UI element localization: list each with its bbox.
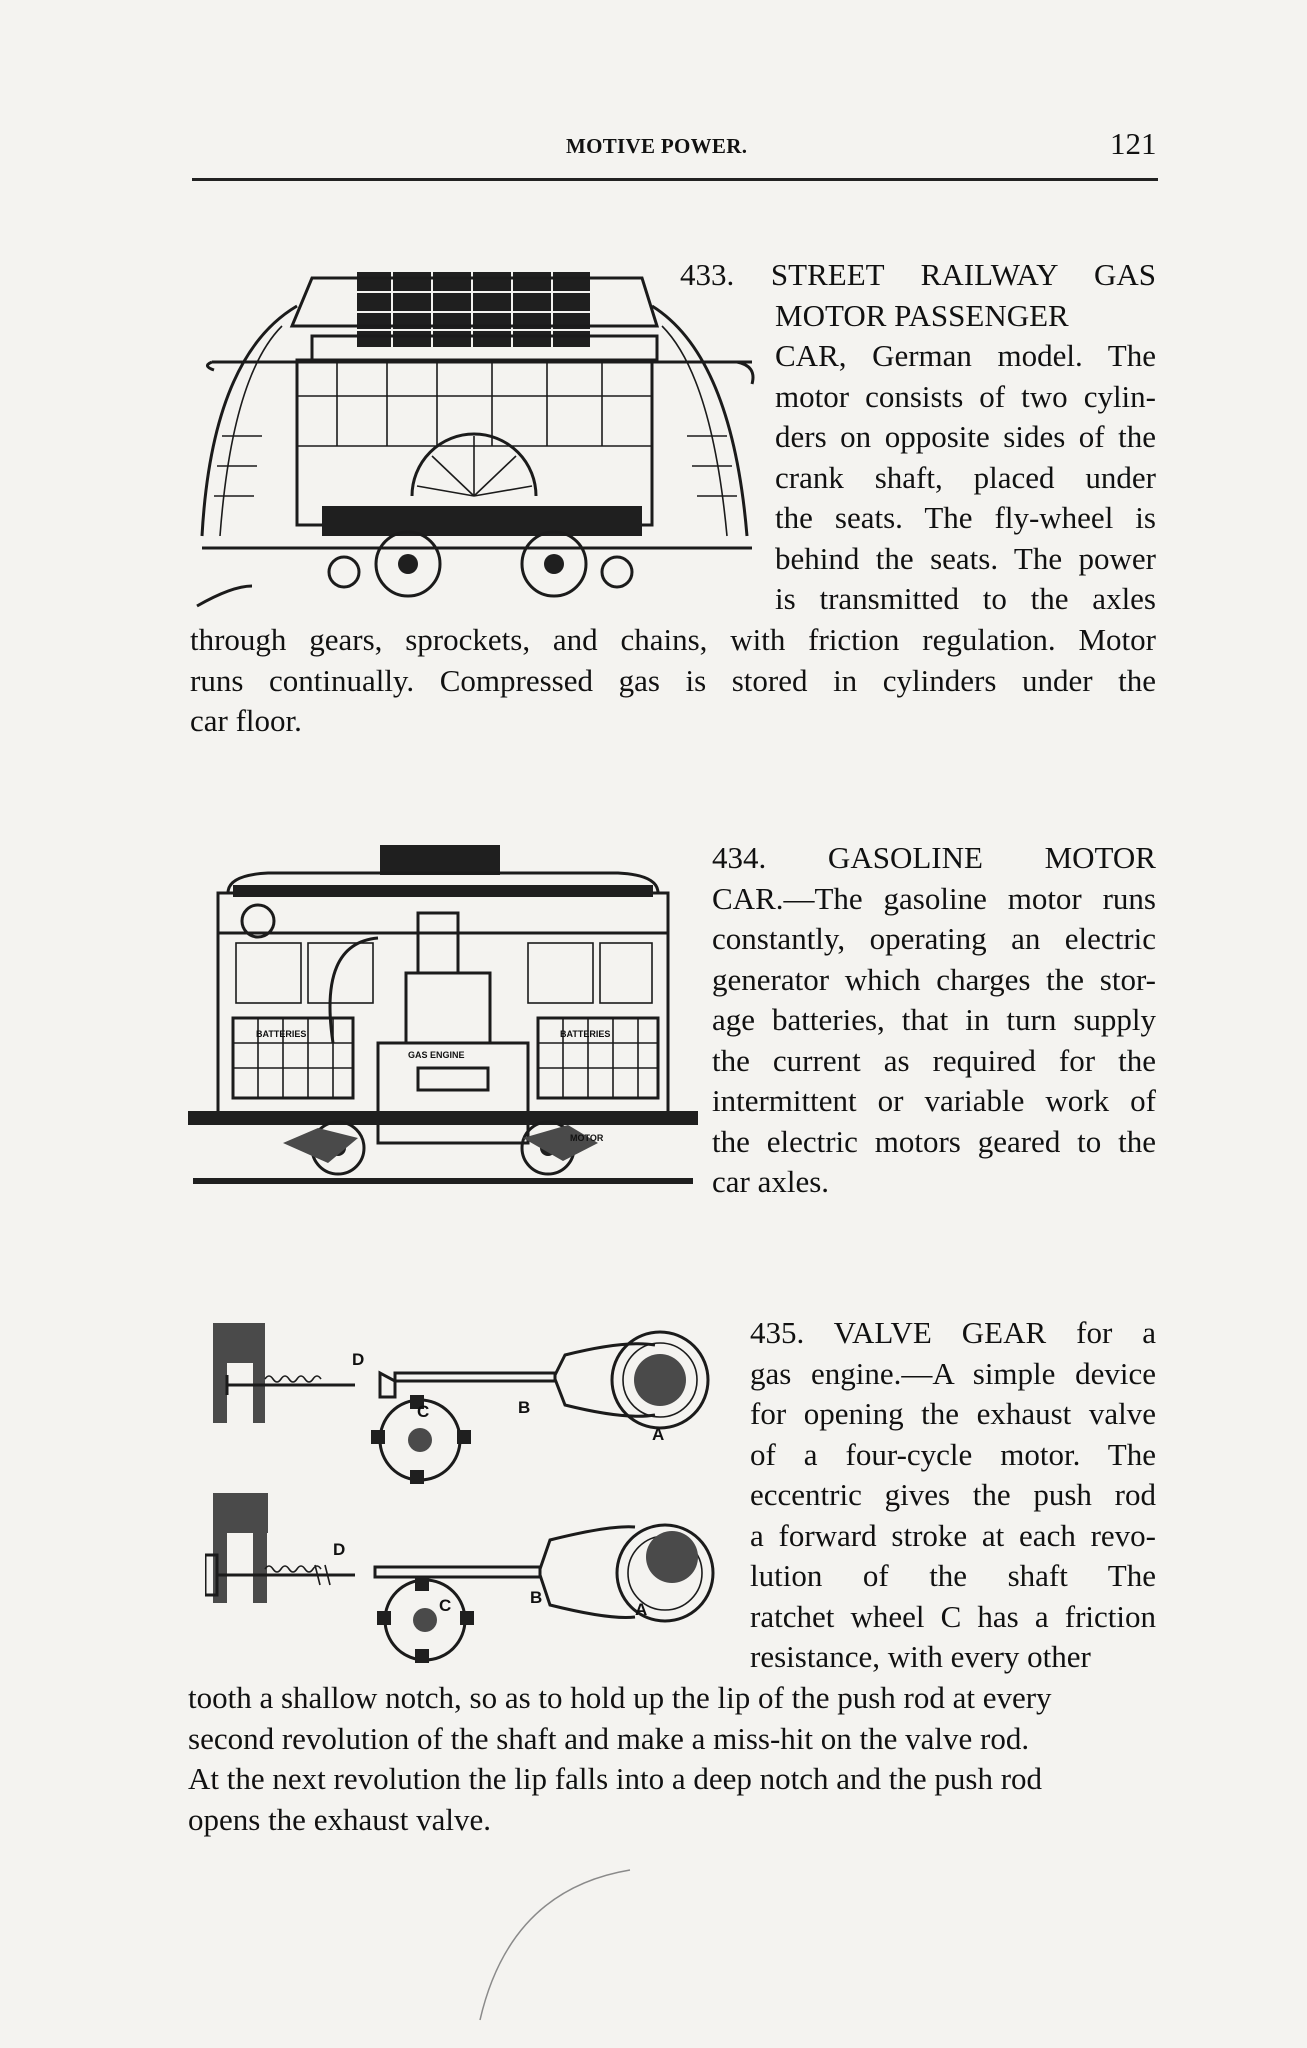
label-batteries-left: BATTERIES	[256, 1029, 307, 1039]
section-435-full-text	[188, 1678, 1156, 1840]
section-434-line: the current as required for the	[712, 1042, 1156, 1078]
section-433-line: ders on opposite sides of the	[775, 419, 1156, 454]
label-top-d: D	[352, 1350, 365, 1369]
section-434-line: 434. GASOLINE MOTOR	[712, 840, 1156, 875]
label-bottom-a: A	[635, 1600, 648, 1619]
section-435-line: gas engine.—A simple device	[750, 1355, 1156, 1391]
figure-street-railway-car	[192, 266, 764, 616]
label-top-b: B	[518, 1398, 531, 1417]
section-433-line: car floor.	[190, 703, 302, 738]
section-433-line: the seats. The fly-wheel is	[775, 500, 1156, 535]
section-433-line: through gears, sprockets, and chains, with friction regulation. Motor	[190, 622, 1156, 657]
section-433-line: runs continually. Compressed gas is stored in cylinders under the	[190, 662, 1156, 698]
section-434-line: the electric motors geared to the	[712, 1123, 1156, 1159]
section-435-line: ratchet wheel C has a friction	[750, 1598, 1156, 1634]
section-435-line: tooth a shallow notch, so as to hold up the lip of the push rod at every	[188, 1680, 1052, 1715]
valve-gear-bottom	[205, 1493, 713, 1663]
section-433-line: behind the seats. The power	[775, 540, 1156, 576]
section-435-line: lution of the shaft The	[750, 1558, 1156, 1593]
section-434-text	[712, 838, 1156, 1203]
label-top-a: A	[652, 1425, 665, 1444]
label-motor: MOTOR	[570, 1133, 604, 1143]
car-wheels	[329, 532, 632, 596]
street-railway-car-illustration	[192, 266, 764, 616]
section-435-line: of a four-cycle motor. The	[750, 1436, 1156, 1472]
section-435-line: a forward stroke at each revo-	[750, 1517, 1156, 1553]
section-433-full-text	[190, 620, 1156, 742]
section-433-line: crank shaft, placed under	[775, 459, 1156, 495]
label-gas-engine: GAS ENGINE	[408, 1050, 465, 1060]
section-435-line: eccentric gives the push rod	[750, 1477, 1156, 1512]
section-433-line: CAR, German model. The	[775, 338, 1156, 373]
section-435-line: 435. VALVE GEAR for a	[750, 1315, 1156, 1350]
valve-gear-illustration	[205, 1315, 740, 1675]
section-434-line: constantly, operating an electric	[712, 921, 1156, 956]
section-433-wrapped-text	[680, 255, 1156, 620]
gasoline-motor-car-illustration	[188, 843, 698, 1193]
section-433-line: is transmitted to the axles	[775, 581, 1156, 616]
figure-valve-gear	[205, 1315, 740, 1675]
label-bottom-c: C	[439, 1596, 452, 1615]
header-rule	[192, 178, 1158, 181]
section-433-line: motor consists of two cylin-	[775, 378, 1156, 414]
section-435-line: At the next revolution the lip falls into a deep notch and the push rod	[188, 1761, 1043, 1796]
underframe	[322, 506, 642, 536]
running-header: MOTIVE POWER.	[566, 134, 748, 158]
section-433-line: 433. STREET RAILWAY GAS	[680, 257, 1156, 292]
page-number: 121	[1110, 126, 1157, 161]
valve-gear-top	[213, 1323, 708, 1484]
section-434-line: car axles.	[712, 1164, 830, 1199]
section-435-line: second revolution of the shaft and make a miss-hit on the valve rod.	[188, 1720, 1030, 1756]
section-434-line: generator which charges the stor-	[712, 961, 1156, 997]
pencil-mark	[470, 1850, 640, 2030]
label-bottom-d: D	[333, 1540, 346, 1559]
section-435-wrapped-text	[750, 1313, 1156, 1678]
label-bottom-b: B	[530, 1588, 543, 1607]
section-435-line: for opening the exhaust valve	[750, 1396, 1156, 1431]
label-top-c: C	[417, 1402, 430, 1421]
section-435-line: opens the exhaust valve.	[188, 1801, 492, 1837]
section-434-line: intermittent or variable work of	[712, 1083, 1156, 1118]
figure-gasoline-motor-car	[188, 843, 698, 1193]
section-434-line: age batteries, that in turn supply	[712, 1002, 1156, 1037]
label-batteries-right: BATTERIES	[560, 1029, 611, 1039]
section-435-line: resistance, with every other	[750, 1639, 1091, 1674]
section-434-line: CAR.—The gasoline motor runs	[712, 880, 1156, 916]
section-433-line: MOTOR PASSENGER	[775, 297, 1069, 333]
